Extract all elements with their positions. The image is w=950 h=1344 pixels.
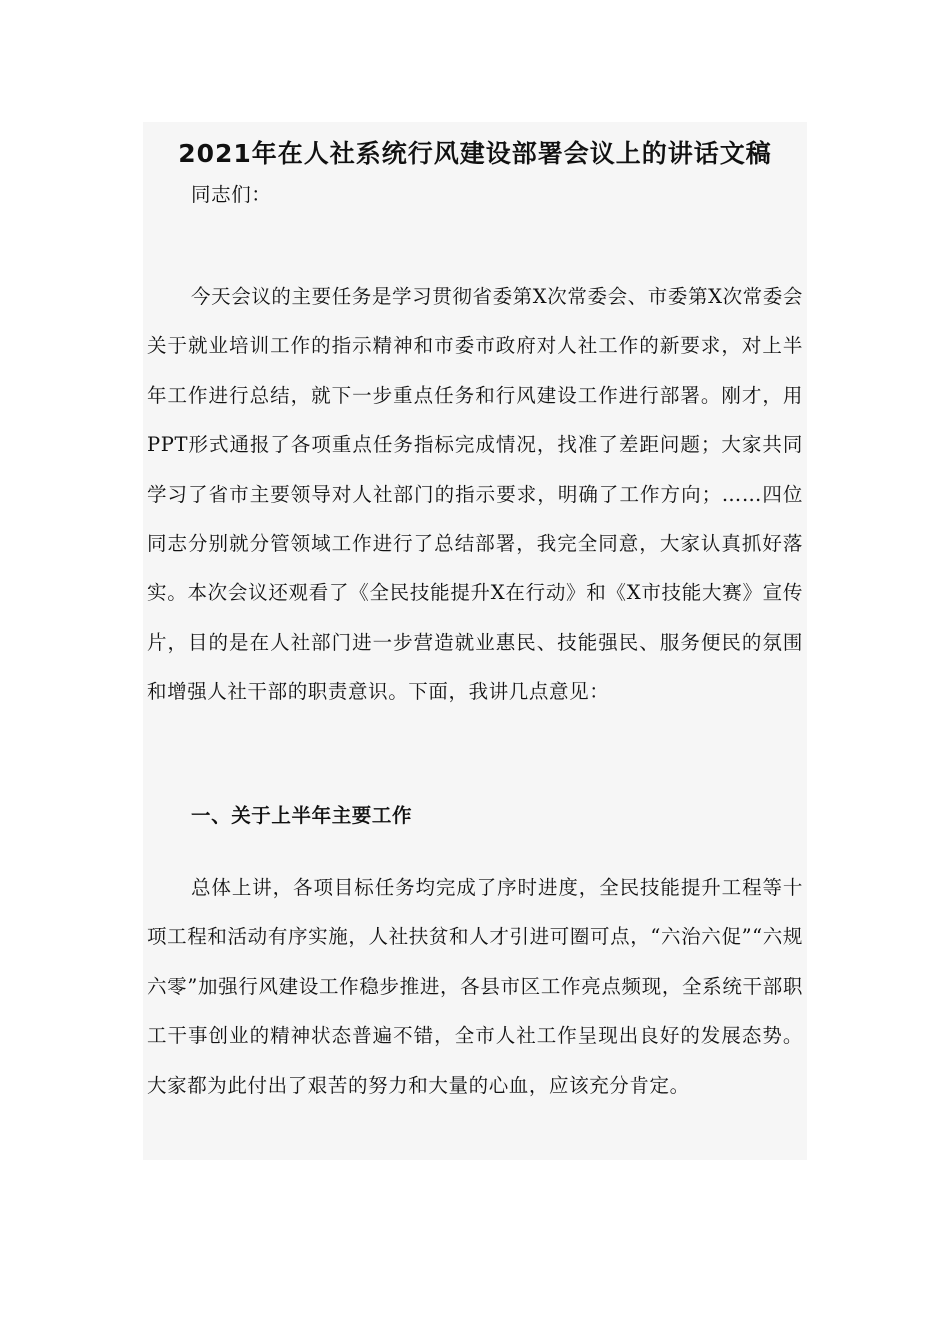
paragraph-summary: 总体上讲，各项目标任务均完成了序时进度，全民技能提升工程等十项工程和活动有序实施，人社扶贫和人才引进可圈可点，“六治六促”“六规六零”加强行风建设工作稳步推进，各县市区工作亮点频现，全系统干部职工干事创业的精神状态普遍不错，全市人社工作呈现出良好的发展态势。大家都为此付出了艰苦的努力和大量的心血，应该充分肯定。 — [147, 876, 803, 1097]
document-title: 2021年在人社系统行风建设部署会议上的讲话文稿 — [178, 139, 772, 168]
section-heading: 一、关于上半年主要工作 — [191, 804, 413, 827]
paragraph-intro: 今天会议的主要任务是学习贯彻省委第X次常委会、市委第X次常委会关于就业培训工作的指示精神和市委市政府对人社工作的新要求，对上半年工作进行总结，就下一步重点任务和行风建设工作进行部署。刚才，用PPT形式通报了各项重点任务指标完成情况，找准了差距问题；大家共同学习了省市主要领导对人社部门的指示要求，明确了工作方向；……四位同志分别就分管领域工作进行了总结部署，我完全同意，大家认真抓好落实。本次会议还观看了《全民技能提升X在行动》和《X市技能大赛》宣传片，目的是在人社部门进一步营造就业惠民、技能强民、服务便民的氛围和增强人社干部的职责意识。下面，我讲几点意见： — [147, 285, 803, 704]
salutation: 同志们： — [191, 183, 272, 206]
